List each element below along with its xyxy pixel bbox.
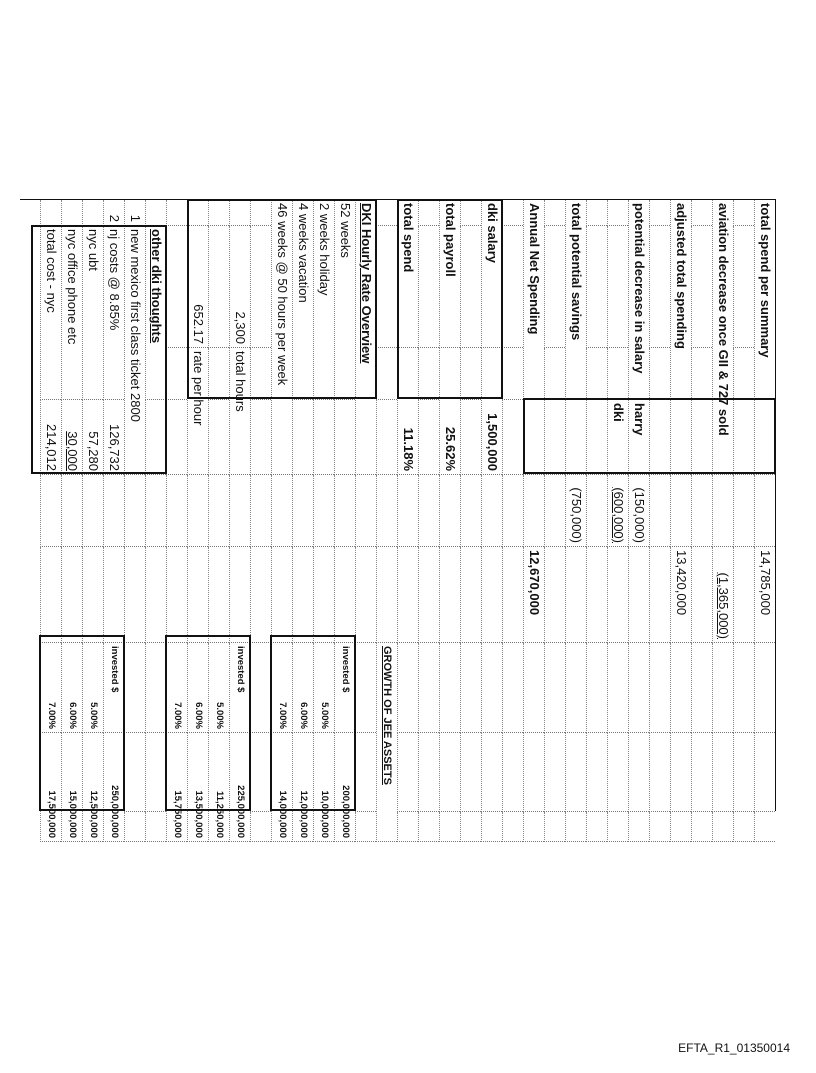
dki-label: dki (607, 400, 628, 475)
growth-2-rate-2: 6.00% (187, 643, 208, 733)
dki-salary-value: 1,500,000 (481, 348, 502, 475)
growth-1-value-3: 14,000,000 (271, 733, 292, 842)
rate-value: 652.17 (187, 226, 208, 348)
aviation-value: (1,365,000) (712, 547, 733, 643)
growth-2-rate-3: 7.00% (166, 643, 187, 733)
hourly-title: DKI Hourly Rate Overview (355, 200, 376, 475)
growth-2-value-1: 11,250,000 (208, 733, 229, 842)
growth-3-invested-value: 250,000,000 (103, 733, 124, 842)
growth-2-rate-1: 5.00% (208, 643, 229, 733)
growth-1-rate-1: 5.00% (313, 643, 334, 733)
hourly-line-3: 4 weeks vacation (292, 200, 313, 400)
thought-1-text: new mexico first class ticket 2800 (124, 226, 145, 475)
spreadsheet-grid (20, 199, 776, 838)
payroll-label: total payroll (439, 200, 460, 348)
thought-5-value: 214,012 (40, 400, 61, 475)
thought-3-value: 57,280 (82, 400, 103, 475)
growth-3-value-3: 17,500,000 (40, 733, 61, 842)
savings-value: (750,000) (565, 475, 586, 547)
thought-2-value: 126,732 (103, 400, 124, 475)
dki-value: (600,000) (607, 475, 628, 547)
net-spending-value: 12,670,000 (523, 547, 544, 643)
potential-label: potential decrease in salary (628, 200, 649, 400)
spreadsheet-page (31, 199, 776, 838)
net-spending-label: Annual Net Spending (523, 200, 544, 475)
total-spend-pct-value: 11.18% (397, 348, 418, 475)
thought-3-text: nyc ubt (82, 226, 103, 400)
growth-1-invested-label: invested $ (334, 643, 355, 733)
growth-1-value-1: 10,000,000 (313, 733, 334, 842)
total-spend-value: 14,785,000 (754, 547, 775, 643)
growth-3-rate-2: 6.00% (61, 643, 82, 733)
growth-2-value-3: 15,750,000 (166, 733, 187, 842)
adjusted-value: 13,420,000 (670, 547, 691, 643)
thoughts-title: other dki thoughts (145, 226, 166, 400)
growth-3-invested-label: invested $ (103, 643, 124, 733)
document-id: EFTA_R1_01350014 (678, 1041, 790, 1055)
savings-label: total potential savings (565, 200, 586, 475)
thought-4-text: nyc office phone etc (61, 226, 82, 400)
rate-label: rate per hour (187, 348, 208, 475)
payroll-value: 25.62% (439, 348, 460, 475)
hourly-line-4: 46 weeks @ 50 hours per week (271, 200, 292, 475)
hours-value: 2,300 (229, 226, 250, 348)
growth-3-rate-1: 5.00% (82, 643, 103, 733)
total-spend-label: total spend per summary (754, 200, 775, 475)
thought-2-text: nj costs @ 8.85% (103, 226, 124, 400)
adjusted-label: adjusted total spending (670, 200, 691, 475)
thought-4-value: 30,000 (61, 400, 82, 475)
hours-label: total hours (229, 348, 250, 475)
growth-2-invested-value: 225,000,000 (229, 733, 250, 842)
total-spend-pct-label: total spend (397, 200, 418, 348)
aviation-label: aviation decrease once GII & 727 sold (712, 200, 733, 475)
growth-3-rate-3: 7.00% (40, 643, 61, 733)
growth-title: GROWTH OF JEE ASSETS (376, 643, 397, 842)
growth-1-rate-2: 6.00% (292, 643, 313, 733)
harry-label: harry (628, 400, 649, 475)
growth-1-rate-3: 7.00% (271, 643, 292, 733)
thought-2-number: 2 (103, 200, 124, 226)
dki-salary-label: dki salary (481, 200, 502, 348)
growth-3-value-1: 12,500,000 (82, 733, 103, 842)
hours-value-spacer (229, 200, 250, 226)
hourly-line-1: 52 weeks (334, 200, 355, 400)
growth-2-invested-label: invested $ (229, 643, 250, 733)
thought-5-text: total cost - nyc (40, 226, 61, 400)
thought-1-number: 1 (124, 200, 145, 226)
hourly-line-2: 2 weeks holiday (313, 200, 334, 400)
growth-1-value-2: 12,000,000 (292, 733, 313, 842)
growth-2-value-2: 13,500,000 (187, 733, 208, 842)
harry-value: (150,000) (628, 475, 649, 547)
growth-3-value-2: 15,000,000 (61, 733, 82, 842)
growth-1-invested-value: 200,000,000 (334, 733, 355, 842)
